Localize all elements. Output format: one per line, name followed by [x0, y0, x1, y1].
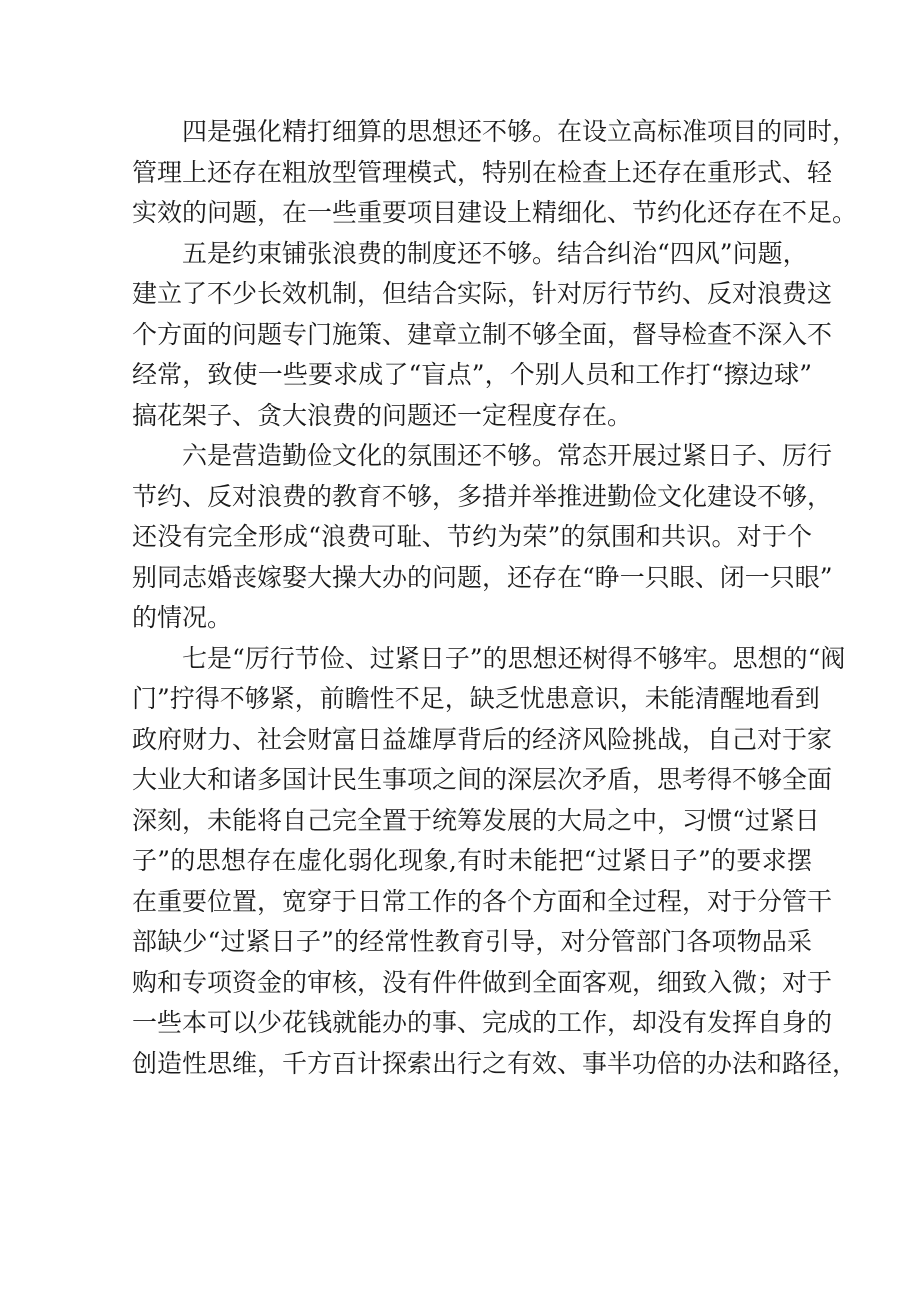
text-line: 在重要位置，宽穿于日常工作的各个方面和全过程，对于分管干	[132, 886, 833, 916]
text-line: 五是约束铺张浪费的制度还不够。结合纠治“四风”问题，	[182, 238, 808, 268]
text-line: 六是营造勤俭文化的氛围还不够。常态开展过紧日子、厉行	[182, 441, 833, 470]
paragraph-seven	[132, 639, 858, 1085]
paragraph-six	[132, 436, 833, 639]
body-text	[132, 112, 858, 1084]
text-line: 别同志婚丧嫁娶大操大办的问题，还存在“睁一只眼、闭一只眼”	[132, 562, 833, 592]
text-line: 大业大和诸多国计民生事项之间的深层次矛盾，思考得不够全面	[132, 765, 833, 794]
text-line: 政府财力、社会财富日益雄厚背后的经济风险挑战，自己对于家	[132, 724, 833, 754]
text-line: 创造性思维，千方百计探索出行之有效、事半功倍的办法和路径，	[132, 1048, 858, 1078]
text-line: 节约、反对浪费的教育不够，多措并举推进勤俭文化建设不够，	[132, 481, 833, 511]
text-line: 经常，致使一些要求成了“盲点”，个别人员和工作打“擦边球”	[132, 360, 812, 389]
text-line: 深刻，未能将自己完全置于统筹发展的大局之中，习惯“过紧日	[132, 805, 820, 835]
paragraph-four	[132, 112, 858, 234]
text-line: 建立了不少长效机制，但结合实际，针对厉行节约、反对浪费这	[132, 279, 833, 308]
text-line: 的情况。	[132, 603, 233, 632]
text-line: 七是“厉行节俭、过紧日子”的思想还树得不够牢。思想的“阀	[182, 643, 846, 673]
text-line: 购和专项资金的审核，没有件件做到全面客观，细致入微；对于	[132, 967, 833, 997]
text-line: 四是强化精打细算的思想还不够。在设立高标准项目的同时，	[182, 117, 858, 146]
text-line: 还没有完全形成“浪费可耻、节约为荣”的氛围和共识。对于个	[132, 522, 812, 551]
text-line: 一些本可以少花钱就能办的事、完成的工作，却没有发挥自身的	[132, 1008, 833, 1037]
text-line: 个方面的问题专门施策、建章立制不够全面，督导检查不深入不	[132, 319, 833, 349]
text-line: 管理上还存在粗放型管理模式，特别在检查上还存在重形式、轻	[132, 157, 833, 187]
text-line: 部缺少“过紧日子”的经常性教育引导，对分管部门各项物品采	[132, 927, 812, 956]
text-line: 子”的思想存在虚化弱化现象,有时未能把“过紧日子”的要求摆	[132, 846, 812, 875]
text-line: 搞花架子、贪大浪费的问题还一定程度存在。	[132, 400, 633, 430]
paragraph-five	[132, 234, 833, 437]
text-line: 实效的问题，在一些重要项目建设上精细化、节约化还存在不足。	[132, 198, 858, 227]
text-line: 门”拧得不够紧，前瞻性不足，缺乏忧患意识，未能清醒地看到	[132, 684, 820, 713]
